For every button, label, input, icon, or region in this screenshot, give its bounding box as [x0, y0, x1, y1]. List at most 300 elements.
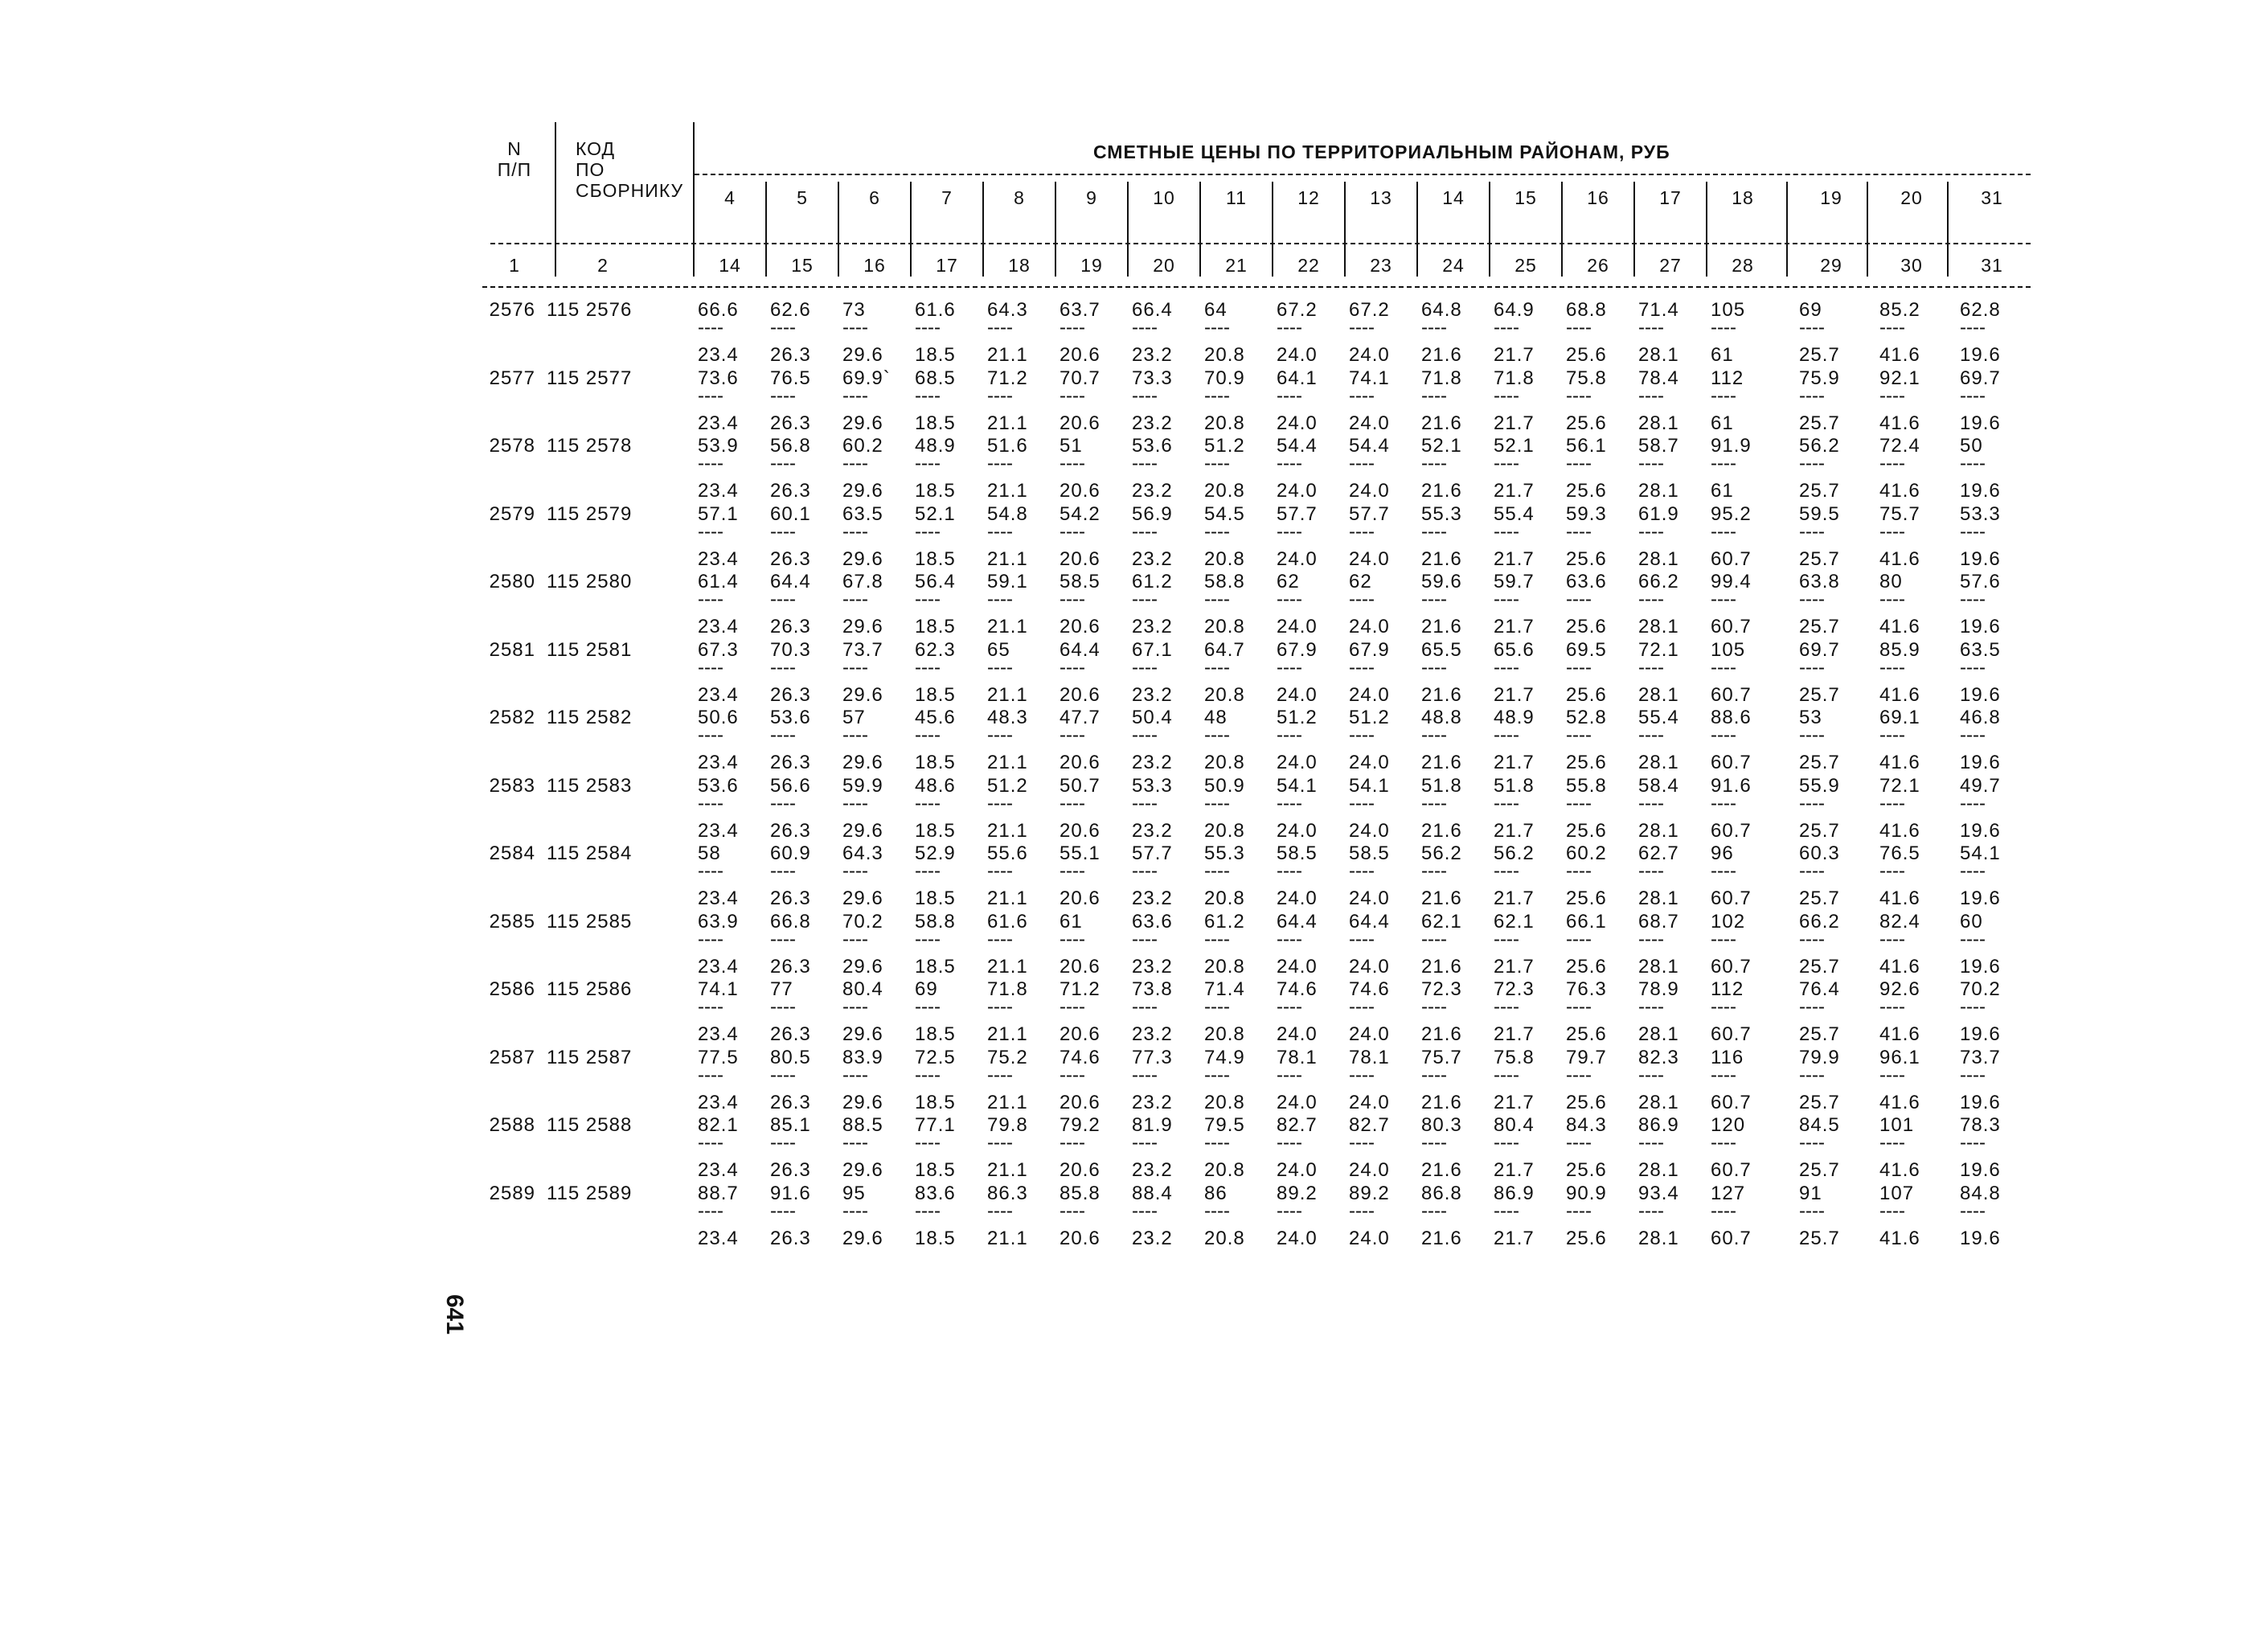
price-value: 88.6	[1711, 707, 1752, 728]
region-code-8: 8	[1014, 187, 1025, 208]
wage-value: 20.6	[1060, 887, 1101, 909]
price-value: 67.2	[1349, 299, 1390, 321]
wage-value: 29.6	[842, 547, 883, 570]
wage-value: 41.6	[1879, 752, 1920, 773]
fraction-dash: ----	[1132, 1132, 1158, 1154]
price-value: 78.4	[1638, 367, 1679, 389]
fraction-dash: ----	[1132, 656, 1158, 678]
wage-value: 26.3	[770, 344, 811, 366]
wage-value: 18.5	[915, 887, 956, 909]
fraction-dash: ----	[915, 656, 941, 678]
header-divider	[693, 122, 695, 277]
price-value: 52.9	[915, 842, 956, 864]
price-value: 80.4	[842, 978, 883, 1000]
wage-value: 28.1	[1638, 412, 1679, 434]
wage-value: 24.0	[1349, 1091, 1390, 1113]
price-value: 58.8	[915, 910, 956, 933]
fraction-dash: ----	[842, 384, 868, 407]
fraction-dash: ----	[698, 996, 723, 1018]
fraction-dash: ----	[1494, 928, 1519, 950]
fraction-dash: ----	[698, 1199, 723, 1222]
row-code: 115 2586	[547, 978, 633, 1000]
region-code-19: 19	[1820, 187, 1842, 208]
price-value: 63.8	[1799, 571, 1840, 592]
price-value: 48.8	[1421, 707, 1462, 728]
wage-value: 20.6	[1060, 752, 1101, 773]
fraction-dash: ----	[1421, 1199, 1447, 1222]
wage-value: 18.5	[915, 752, 956, 773]
wage-value: 21.7	[1494, 480, 1535, 502]
price-value: 62.3	[915, 638, 956, 661]
wage-value: 29.6	[842, 480, 883, 502]
price-value: 80.4	[1494, 1114, 1535, 1136]
fraction-dash: ----	[1060, 520, 1085, 543]
wage-value: 21.6	[1421, 616, 1462, 637]
price-value: 73.3	[1132, 367, 1173, 389]
wage-value: 24.0	[1349, 547, 1390, 570]
price-value: 50.4	[1132, 707, 1173, 728]
fraction-dash: ----	[770, 928, 796, 950]
price-value: 90.9	[1566, 1182, 1607, 1204]
wage-value: 21.7	[1494, 344, 1535, 366]
wage-value: 21.6	[1421, 1159, 1462, 1181]
price-value: 74.9	[1204, 1046, 1245, 1068]
fraction-dash: ----	[1349, 928, 1375, 950]
price-value: 89.2	[1277, 1182, 1318, 1204]
column-number: 19	[1080, 255, 1103, 276]
wage-value: 24.0	[1277, 683, 1318, 706]
column-number: 29	[1820, 255, 1842, 276]
price-value: 54.4	[1277, 435, 1318, 457]
fraction-dash: ----	[1799, 1132, 1825, 1154]
wage-value: 19.6	[1960, 344, 2001, 366]
wage-value: 25.7	[1799, 344, 1840, 366]
price-value: 91.6	[1711, 774, 1752, 797]
column-divider	[838, 182, 839, 277]
wage-value: 21.1	[987, 683, 1028, 706]
fraction-dash: ----	[1799, 317, 1825, 338]
fraction-dash: ----	[915, 792, 941, 814]
price-value: 61	[1060, 910, 1083, 933]
price-value: 70.9	[1204, 367, 1245, 389]
wage-value: 23.2	[1132, 344, 1173, 366]
fraction-dash: ----	[1494, 656, 1519, 678]
price-value: 64.4	[1277, 910, 1318, 933]
price-value: 54.1	[1960, 842, 2001, 864]
column-number: 23	[1370, 255, 1392, 276]
row-number: 2587	[489, 1046, 535, 1068]
wage-value: 26.3	[770, 683, 811, 706]
price-value: 82.1	[698, 1114, 739, 1136]
price-value: 86.9	[1494, 1182, 1535, 1204]
fraction-dash: ----	[1799, 384, 1825, 407]
wage-value: 23.4	[698, 1023, 739, 1045]
fraction-dash: ----	[1349, 1199, 1375, 1222]
fraction-dash: ----	[1960, 792, 1986, 814]
wage-value: 41.6	[1879, 1227, 1920, 1249]
fraction-dash: ----	[1277, 1199, 1302, 1222]
wage-value: 29.6	[842, 1227, 883, 1249]
wage-value: 26.3	[770, 819, 811, 842]
price-value: 64	[1204, 299, 1228, 321]
fraction-dash: ----	[1132, 860, 1158, 882]
fraction-dash: ----	[1349, 317, 1375, 338]
price-value: 80.3	[1421, 1114, 1462, 1136]
price-value: 50.6	[698, 707, 739, 728]
wage-value: 20.6	[1060, 412, 1101, 434]
price-value: 65.5	[1421, 638, 1462, 661]
fraction-dash: ----	[1132, 792, 1158, 814]
fraction-dash: ----	[1132, 453, 1158, 474]
fraction-dash: ----	[1566, 928, 1592, 950]
price-value: 60.3	[1799, 842, 1840, 864]
fraction-dash: ----	[987, 724, 1013, 746]
wage-value: 25.6	[1566, 955, 1607, 978]
wage-value: 20.8	[1204, 955, 1245, 978]
price-value: 58.5	[1349, 842, 1390, 864]
price-value: 67.2	[1277, 299, 1318, 321]
row-number: 2585	[489, 910, 535, 933]
price-value: 54.8	[987, 502, 1028, 525]
region-code-18: 18	[1732, 187, 1754, 208]
price-value: 73.6	[698, 367, 739, 389]
region-code-12: 12	[1297, 187, 1320, 208]
wage-value: 24.0	[1349, 683, 1390, 706]
fraction-dash: ----	[1566, 792, 1592, 814]
wage-value: 21.1	[987, 1023, 1028, 1045]
wage-value: 60.7	[1711, 1091, 1752, 1113]
fraction-dash: ----	[1960, 996, 1986, 1018]
fraction-dash: ----	[987, 384, 1013, 407]
wage-value: 25.6	[1566, 480, 1607, 502]
column-number: 24	[1442, 255, 1465, 276]
wage-value: 20.8	[1204, 1091, 1245, 1113]
wage-value: 26.3	[770, 1091, 811, 1113]
fraction-dash: ----	[1638, 1064, 1664, 1086]
wage-value: 29.6	[842, 1159, 883, 1181]
wage-value: 18.5	[915, 1227, 956, 1249]
price-value: 70.2	[842, 910, 883, 933]
wage-value: 23.2	[1132, 1023, 1173, 1045]
fraction-dash: ----	[1132, 996, 1158, 1018]
fraction-dash: ----	[1494, 1132, 1519, 1154]
price-value: 64.9	[1494, 299, 1535, 321]
wage-value: 60.7	[1711, 1227, 1752, 1249]
wage-value: 24.0	[1277, 887, 1318, 909]
wage-value: 18.5	[915, 547, 956, 570]
row-code: 115 2576	[547, 299, 633, 321]
fraction-dash: ----	[1711, 996, 1736, 1018]
fraction-dash: ----	[1638, 860, 1664, 882]
wage-value: 24.0	[1277, 819, 1318, 842]
fraction-dash: ----	[842, 453, 868, 474]
column-number: 15	[791, 255, 814, 276]
wage-value: 24.0	[1277, 547, 1318, 570]
price-value: 57	[842, 707, 866, 728]
fraction-dash: ----	[1132, 724, 1158, 746]
price-value: 79.2	[1060, 1114, 1101, 1136]
fraction-dash: ----	[842, 724, 868, 746]
fraction-dash: ----	[1421, 1132, 1447, 1154]
fraction-dash: ----	[1277, 317, 1302, 338]
price-value: 101	[1879, 1114, 1915, 1136]
wage-value: 20.6	[1060, 1227, 1101, 1249]
price-value: 61.4	[698, 571, 739, 592]
price-value: 66.6	[698, 299, 739, 321]
price-value: 74.6	[1277, 978, 1318, 1000]
fraction-dash: ----	[842, 317, 868, 338]
row-code: 115 2580	[547, 571, 633, 592]
fraction-dash: ----	[1494, 1199, 1519, 1222]
header-divider	[555, 122, 556, 277]
price-value: 62.1	[1494, 910, 1535, 933]
wage-value: 20.8	[1204, 344, 1245, 366]
price-value: 88.7	[698, 1182, 739, 1204]
row-number: 2576	[489, 299, 535, 321]
fraction-dash: ----	[1711, 860, 1736, 882]
fraction-dash: ----	[1799, 792, 1825, 814]
wage-value: 23.2	[1132, 887, 1173, 909]
fraction-dash: ----	[1132, 384, 1158, 407]
fraction-dash: ----	[1060, 860, 1085, 882]
price-value: 60.2	[842, 435, 883, 457]
price-value: 77.5	[698, 1046, 739, 1068]
fraction-dash: ----	[1204, 1064, 1230, 1086]
price-value: 55.6	[987, 842, 1028, 864]
wage-value: 19.6	[1960, 887, 2001, 909]
column-divider	[1947, 182, 1949, 277]
price-value: 72.3	[1494, 978, 1535, 1000]
fraction-dash: ----	[1960, 520, 1986, 543]
price-value: 85.1	[770, 1114, 811, 1136]
wage-value: 41.6	[1879, 819, 1920, 842]
wage-value: 20.8	[1204, 1227, 1245, 1249]
wage-value: 23.4	[698, 480, 739, 502]
fraction-dash: ----	[1349, 1132, 1375, 1154]
fraction-dash: ----	[1799, 996, 1825, 1018]
price-value: 56.1	[1566, 435, 1607, 457]
wage-value: 25.7	[1799, 887, 1840, 909]
wage-value: 25.6	[1566, 344, 1607, 366]
price-value: 71.2	[1060, 978, 1101, 1000]
wage-value: 29.6	[842, 616, 883, 637]
price-value: 66.2	[1638, 571, 1679, 592]
wage-value: 41.6	[1879, 1023, 1920, 1045]
fraction-dash: ----	[1277, 384, 1302, 407]
fraction-dash: ----	[842, 996, 868, 1018]
wage-value: 60.7	[1711, 955, 1752, 978]
price-value: 77	[770, 978, 793, 1000]
wage-value: 41.6	[1879, 887, 1920, 909]
price-value: 120	[1711, 1114, 1746, 1136]
fraction-dash: ----	[1711, 724, 1736, 746]
fraction-dash: ----	[1421, 317, 1447, 338]
price-value: 51.2	[1277, 707, 1318, 728]
price-value: 48.9	[915, 435, 956, 457]
wage-value: 23.4	[698, 616, 739, 637]
price-value: 92.1	[1879, 367, 1920, 389]
wage-value: 21.6	[1421, 1227, 1462, 1249]
wage-value: 23.2	[1132, 752, 1173, 773]
price-value: 86.9	[1638, 1114, 1679, 1136]
wage-value: 41.6	[1879, 1159, 1920, 1181]
row-code: 115 2577	[547, 367, 633, 389]
wage-value: 25.6	[1566, 1227, 1607, 1249]
wage-value: 60.7	[1711, 819, 1752, 842]
price-value: 86.3	[987, 1182, 1028, 1204]
row-code: 115 2581	[547, 638, 633, 661]
fraction-dash: ----	[770, 588, 796, 610]
wage-value: 21.6	[1421, 344, 1462, 366]
column-divider	[910, 182, 912, 277]
row-number: 2588	[489, 1114, 535, 1136]
price-value: 58	[698, 842, 721, 864]
fraction-dash: ----	[1060, 1132, 1085, 1154]
wage-value: 21.7	[1494, 616, 1535, 637]
fraction-dash: ----	[1060, 384, 1085, 407]
fraction-dash: ----	[1060, 928, 1085, 950]
price-value: 57.1	[698, 502, 739, 525]
wage-value: 21.7	[1494, 547, 1535, 570]
fraction-dash: ----	[987, 588, 1013, 610]
fraction-dash: ----	[1879, 453, 1905, 474]
price-value: 67.9	[1277, 638, 1318, 661]
fraction-dash: ----	[1566, 860, 1592, 882]
wage-value: 28.1	[1638, 955, 1679, 978]
price-value: 65.6	[1494, 638, 1535, 661]
wage-value: 21.1	[987, 1091, 1028, 1113]
fraction-dash: ----	[1711, 453, 1736, 474]
wage-value: 20.6	[1060, 1091, 1101, 1113]
column-number: 28	[1732, 255, 1754, 276]
fraction-dash: ----	[1638, 520, 1664, 543]
price-value: 95	[842, 1182, 866, 1204]
fraction-dash: ----	[698, 724, 723, 746]
fraction-dash: ----	[987, 317, 1013, 338]
fraction-dash: ----	[1060, 317, 1085, 338]
wage-value: 26.3	[770, 752, 811, 773]
price-value: 60	[1960, 910, 1983, 933]
fraction-dash: ----	[1132, 588, 1158, 610]
price-value: 55.1	[1060, 842, 1101, 864]
price-value: 93.4	[1638, 1182, 1679, 1204]
wage-value: 28.1	[1638, 547, 1679, 570]
fraction-dash: ----	[1494, 588, 1519, 610]
wage-value: 29.6	[842, 344, 883, 366]
wage-value: 21.6	[1421, 1023, 1462, 1045]
fraction-dash: ----	[1060, 1199, 1085, 1222]
price-value: 75.8	[1494, 1046, 1535, 1068]
fraction-dash: ----	[1879, 1199, 1905, 1222]
fraction-dash: ----	[1204, 520, 1230, 543]
price-value: 61.2	[1204, 910, 1245, 933]
fraction-dash: ----	[770, 792, 796, 814]
wage-value: 20.8	[1204, 683, 1245, 706]
fraction-dash: ----	[1799, 453, 1825, 474]
price-value: 62	[1349, 571, 1372, 592]
price-value: 61.2	[1132, 571, 1173, 592]
price-value: 84.5	[1799, 1114, 1840, 1136]
fraction-dash: ----	[1566, 1199, 1592, 1222]
fraction-dash: ----	[1566, 996, 1592, 1018]
fraction-dash: ----	[1421, 588, 1447, 610]
row-number: 2580	[489, 571, 535, 592]
wage-value: 61	[1711, 480, 1734, 502]
wage-value: 24.0	[1349, 344, 1390, 366]
price-value: 91.6	[770, 1182, 811, 1204]
price-value: 77.3	[1132, 1046, 1173, 1068]
price-value: 67.3	[698, 638, 739, 661]
price-value: 69	[1799, 299, 1822, 321]
fraction-dash: ----	[987, 792, 1013, 814]
price-value: 83.6	[915, 1182, 956, 1204]
fraction-dash: ----	[987, 453, 1013, 474]
price-value: 71.8	[1494, 367, 1535, 389]
wage-value: 23.4	[698, 344, 739, 366]
table-title: СМЕТНЫЕ ЦЕНЫ ПО ТЕРРИТОРИАЛЬНЫМ РАЙОНАМ, РУБ	[1093, 141, 1670, 162]
wage-value: 24.0	[1277, 616, 1318, 637]
column-number: 16	[863, 255, 886, 276]
price-value: 82.7	[1349, 1114, 1390, 1136]
fraction-dash: ----	[1638, 1199, 1664, 1222]
wage-value: 18.5	[915, 1091, 956, 1113]
column-number: 17	[936, 255, 958, 276]
price-value: 63.5	[842, 502, 883, 525]
wage-value: 23.2	[1132, 547, 1173, 570]
price-value: 54.4	[1349, 435, 1390, 457]
fraction-dash: ----	[1277, 792, 1302, 814]
fraction-dash: ----	[1277, 996, 1302, 1018]
price-value: 76.3	[1566, 978, 1607, 1000]
wage-value: 28.1	[1638, 752, 1679, 773]
price-value: 51.6	[987, 435, 1028, 457]
price-value: 85.9	[1879, 638, 1920, 661]
price-value: 52.1	[915, 502, 956, 525]
price-value: 72.4	[1879, 435, 1920, 457]
wage-value: 23.2	[1132, 683, 1173, 706]
price-value: 74.6	[1060, 1046, 1101, 1068]
fraction-dash: ----	[1494, 724, 1519, 746]
wage-value: 28.1	[1638, 1023, 1679, 1045]
column-divider	[1055, 182, 1056, 277]
wage-value: 23.2	[1132, 616, 1173, 637]
price-value: 91	[1799, 1182, 1822, 1204]
price-value: 80.5	[770, 1046, 811, 1068]
column-divider	[1272, 182, 1273, 277]
price-value: 59.7	[1494, 571, 1535, 592]
fraction-dash: ----	[1566, 317, 1592, 338]
fraction-dash: ----	[1638, 928, 1664, 950]
wage-value: 25.6	[1566, 752, 1607, 773]
fraction-dash: ----	[1711, 792, 1736, 814]
row-code: 115 2582	[547, 707, 633, 728]
wage-value: 23.2	[1132, 1227, 1173, 1249]
wage-value: 21.7	[1494, 752, 1535, 773]
wage-value: 25.6	[1566, 819, 1607, 842]
fraction-dash: ----	[1711, 317, 1736, 338]
column-divider	[1489, 182, 1490, 277]
wage-value: 19.6	[1960, 1023, 2001, 1045]
price-value: 55.3	[1204, 842, 1245, 864]
wage-value: 21.6	[1421, 683, 1462, 706]
fraction-dash: ----	[1349, 996, 1375, 1018]
price-value: 64.1	[1277, 367, 1318, 389]
wage-value: 28.1	[1638, 887, 1679, 909]
col-code-label: КОД ПО СБОРНИКУ	[576, 138, 684, 201]
wage-value: 24.0	[1277, 480, 1318, 502]
price-value: 58.7	[1638, 435, 1679, 457]
fraction-dash: ----	[1277, 1064, 1302, 1086]
